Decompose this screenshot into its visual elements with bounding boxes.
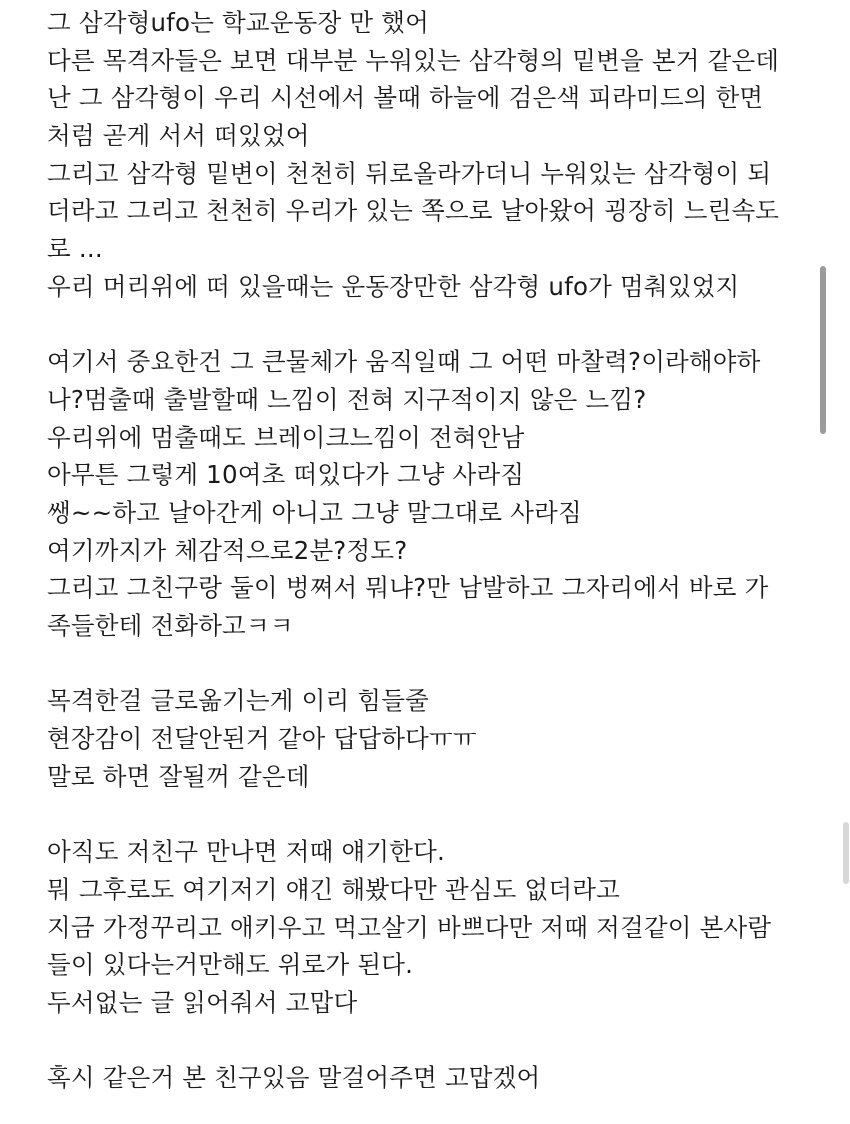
post-line: 쌩~~하고 날아간게 아니고 그냥 말그대로 사라짐 — [47, 497, 582, 527]
post-line: 그리고 삼각형 밑변이 천천히 뒤로올라가더니 누워있는 삼각형이 되 — [47, 158, 772, 188]
post-line: 지금 가정꾸리고 애키우고 먹고살기 바쁘다만 저때 저걸같이 본사람 — [47, 912, 772, 942]
scrollbar-thumb-secondary[interactable] — [843, 822, 849, 884]
post-line: 여기까지가 체감적으로2분?정도? — [47, 535, 408, 565]
post-line: 로 ... — [47, 234, 103, 264]
post-line: 아직도 저친구 만나면 저때 얘기한다. — [47, 837, 445, 867]
paragraph-break — [47, 645, 817, 683]
post-line: 다른 목격자들은 보면 대부분 누워있는 삼각형의 밑변을 본거 같은데 — [47, 45, 780, 75]
post-line: 난 그 삼각형이 우리 시선에서 볼때 하늘에 검은색 피라미드의 한면 — [47, 83, 764, 113]
post-line: 혹시 같은거 본 친구있음 말걸어주면 고맙겠어 — [47, 1063, 541, 1093]
post-line: 처럼 곧게 서서 떠있었어 — [47, 121, 310, 151]
paragraph-break — [47, 1022, 817, 1060]
post-line: 여기서 중요한건 그 큰물체가 움직일때 그 어떤 마찰력?이라해야하 — [47, 347, 761, 377]
post-line: 아무튼 그렇게 10여초 떠있다가 그냥 사라짐 — [47, 460, 525, 490]
post-line: 우리 머리위에 떠 있을때는 운동장만한 삼각형 ufo가 멈춰있었지 — [47, 271, 740, 301]
post-line: 말로 하면 잘될꺼 같은데 — [47, 761, 310, 791]
post-line: 나?멈출때 출발할때 느낌이 전혀 지구적이지 않은 느낌? — [47, 384, 647, 414]
post-line: 뭐 그후로도 여기저기 얘긴 해봤다만 관심도 없더라고 — [47, 874, 620, 904]
post-line: 그리고 그친구랑 둘이 벙쪄서 뭐냐?만 남발하고 그자리에서 바로 가 — [47, 573, 769, 603]
post-line: 들이 있다는거만해도 위로가 된다. — [47, 950, 414, 980]
scrollbar-thumb[interactable] — [820, 266, 826, 434]
post-line: 족들한테 전화하고ㅋㅋ — [47, 611, 294, 640]
post-line: 우리위에 멈출때도 브레이크느낌이 전혀안남 — [47, 422, 525, 452]
post-line: 목격한걸 글로옮기는게 이리 힘들줄 — [47, 686, 429, 716]
paragraph-break — [47, 795, 817, 833]
post-line: 현장감이 전달안된거 같아 답답하다ㅠㅠ — [47, 724, 477, 754]
paragraph-break — [47, 306, 817, 344]
post-line: 그 삼각형ufo는 학교운동장 만 했어 — [47, 8, 429, 37]
post-line: 두서없는 글 읽어줘서 고맙다 — [47, 987, 358, 1017]
post-body — [47, 4, 817, 1097]
post-line: 더라고 그리고 천천히 우리가 있는 쪽으로 날아왔어 굉장히 느린속도 — [47, 196, 780, 226]
